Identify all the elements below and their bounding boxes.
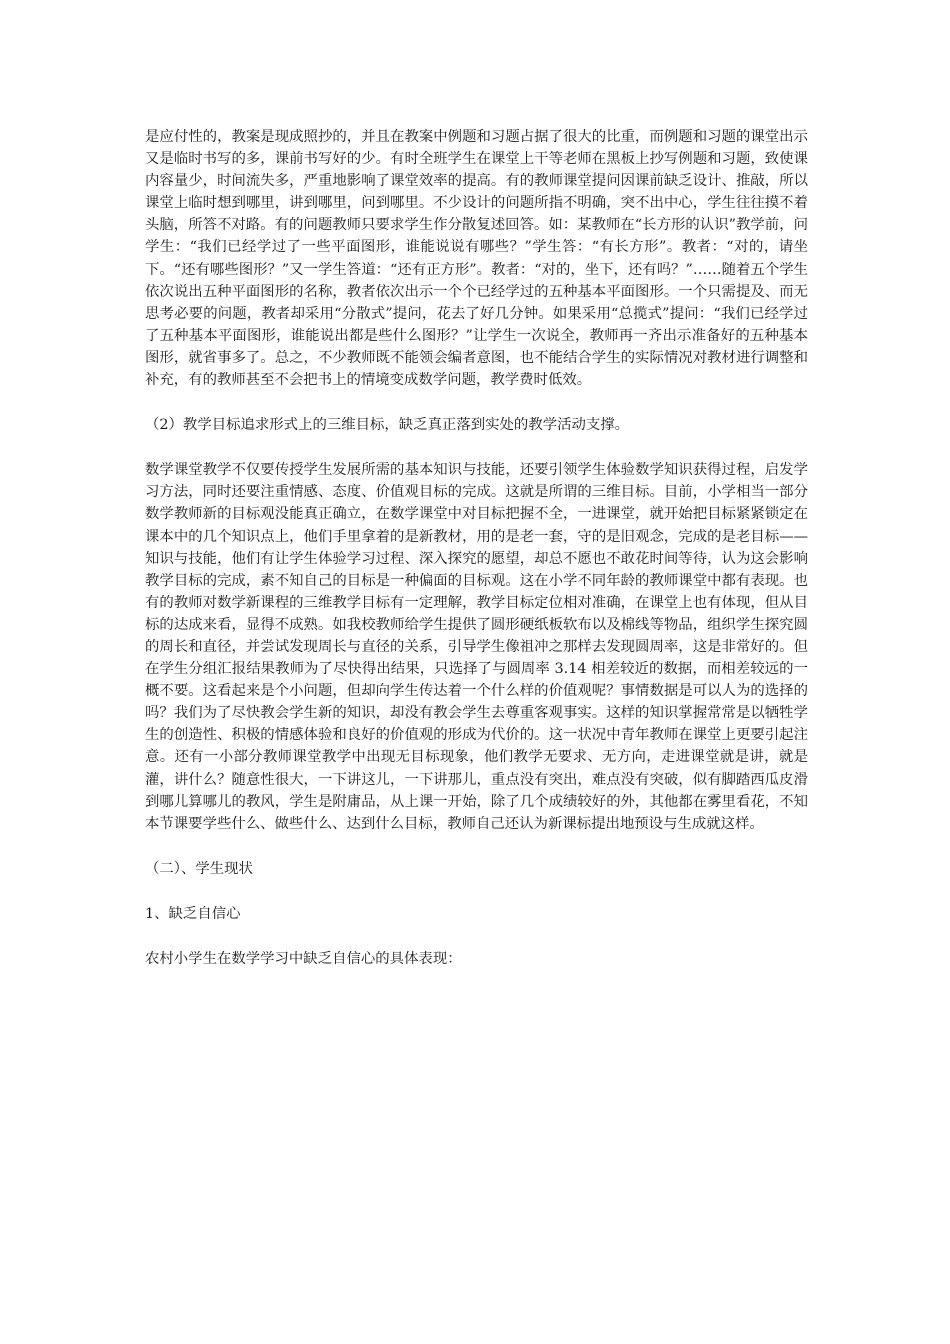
body-paragraph: 是应付性的，教案是现成照抄的，并且在教案中例题和习题占据了很大的比重，而例题和习题的课堂出示又是临时书写的多，课前书写好的少。有时全班学生在课堂上干等老师在黑板上抄写例题和习题，致使课内容量少，时间流失多，严重地影响了课堂效率的提高。有的教师课堂提问因课前缺乏设计、推敲，所以课堂上临时想到哪里，讲到哪里，问到哪里。不少设计的问题所指不明确，突不出中心，学生往往摸不着头脑，所答不对路。有的问题教师只要求学生作分散复述回答。如：某教师在“长方形的认识”教学前，问学生：“我们已经学过了一些平面图形，谁能说说有哪些？”学生答：“有长方形”。教者：“对的，请坐下。“还有哪些图形？”又一学生答道：“还有正方形”。教者：“对的，坐下，还有吗？”……随着五个学生依次说出五种平面图形的名称，教者依次出示一个个已经学过的五种基本平面图形。一个只需提及、而无思考必要的问题，教者却采用“分散式”提问，花去了好几分钟。如果采用“总揽式”提问：“我们已经学过了五种基本平面图形，谁能说出都是些什么图形？”让学生一次说全，教师再一齐出示准备好的五种基本图形，就省事多了。总之，不少教师既不能领会编者意图，也不能结合学生的实际情况对教材进行调整和补充，有的教师甚至不会把书上的情境变成数学问题，教学费时低效。 (145, 129, 808, 389)
body-paragraph: 农村小学生在数学学习中缺乏自信心的具体表现： (145, 951, 462, 967)
subsection-heading: 1、缺乏自信心 (145, 905, 241, 922)
section-heading: （二）、学生现状 (145, 860, 253, 877)
subsection-heading: （2）教学目标追求形式上的三维目标，缺乏真正落到实处的教学活动支撑。 (145, 417, 630, 434)
body-paragraph: 数学课堂教学不仅要传授学生发展所需的基本知识与技能，还要引领学生体验数学知识获得过程，启发学习方法，同时还要注重情感、态度、价值观目标的完成。这就是所谓的三维目标。目前，小学相当一部分数学教师新的目标观没能真正确立，在数学课堂中对目标把握不全，一进课堂，就开始把目标紧紧锁定在课本中的几个知识点上，他们手里拿着的是新教材，用的是老一套，守的是旧观念，完成的是老目标——知识与技能，他们有让学生体验学习过程、深入探究的愿望，却总不愿也不敢花时间等待，认为这会影响教学目标的完成，素不知自己的目标是一种偏面的目标观。这在小学不同年龄的教师课堂中都有表现。也有的教师对数学新课程的三维教学目标有一定理解，教学目标定位相对准确，在课堂上也有体现，但从目标的达成来看，显得不成熟。如我校教师给学生提供了圆形硬纸板软布以及棉线等物品，组织学生探究圆的周长和直径，并尝试发现周长与直径的关系，引导学生像祖冲之那样去发现圆周率，这是非常好的。但在学生分组汇报结果教师为了尽快得出结果，只选择了与圆周率 3.14 相差较近的数据，而相差较远的一概不要。这看起来是个小问题，但却向学生传达着一个什么样的价值观呢？事情数据是可以人为的选择的吗？我们为了尽快教会学生新的知识，却没有教会学生去尊重客观事实。这样的知识掌握常常是以牺牲学生的创造性、积极的情感体验和良好的价值观的形成为代价的。这一状况中青年教师在课堂上更要引起注意。还有一小部分教师课堂教学中出现无目标现象，他们教学无要求、无方向，走进课堂就是讲，就是灌，讲什么？随意性很大，一下讲这儿，一下讲那儿，重点没有突出，难点没有突破，似有脚踏西瓜皮滑到哪儿算哪儿的教风，学生是附庸品，从上课一开始，除了几个成绩较好的外，其他都在雾里看花，不知本节课要学些什么、做些什么、达到什么目标，教师自己还认为新课标提出地预设与生成就这样。 (145, 462, 808, 832)
document-page (145, 126, 808, 970)
